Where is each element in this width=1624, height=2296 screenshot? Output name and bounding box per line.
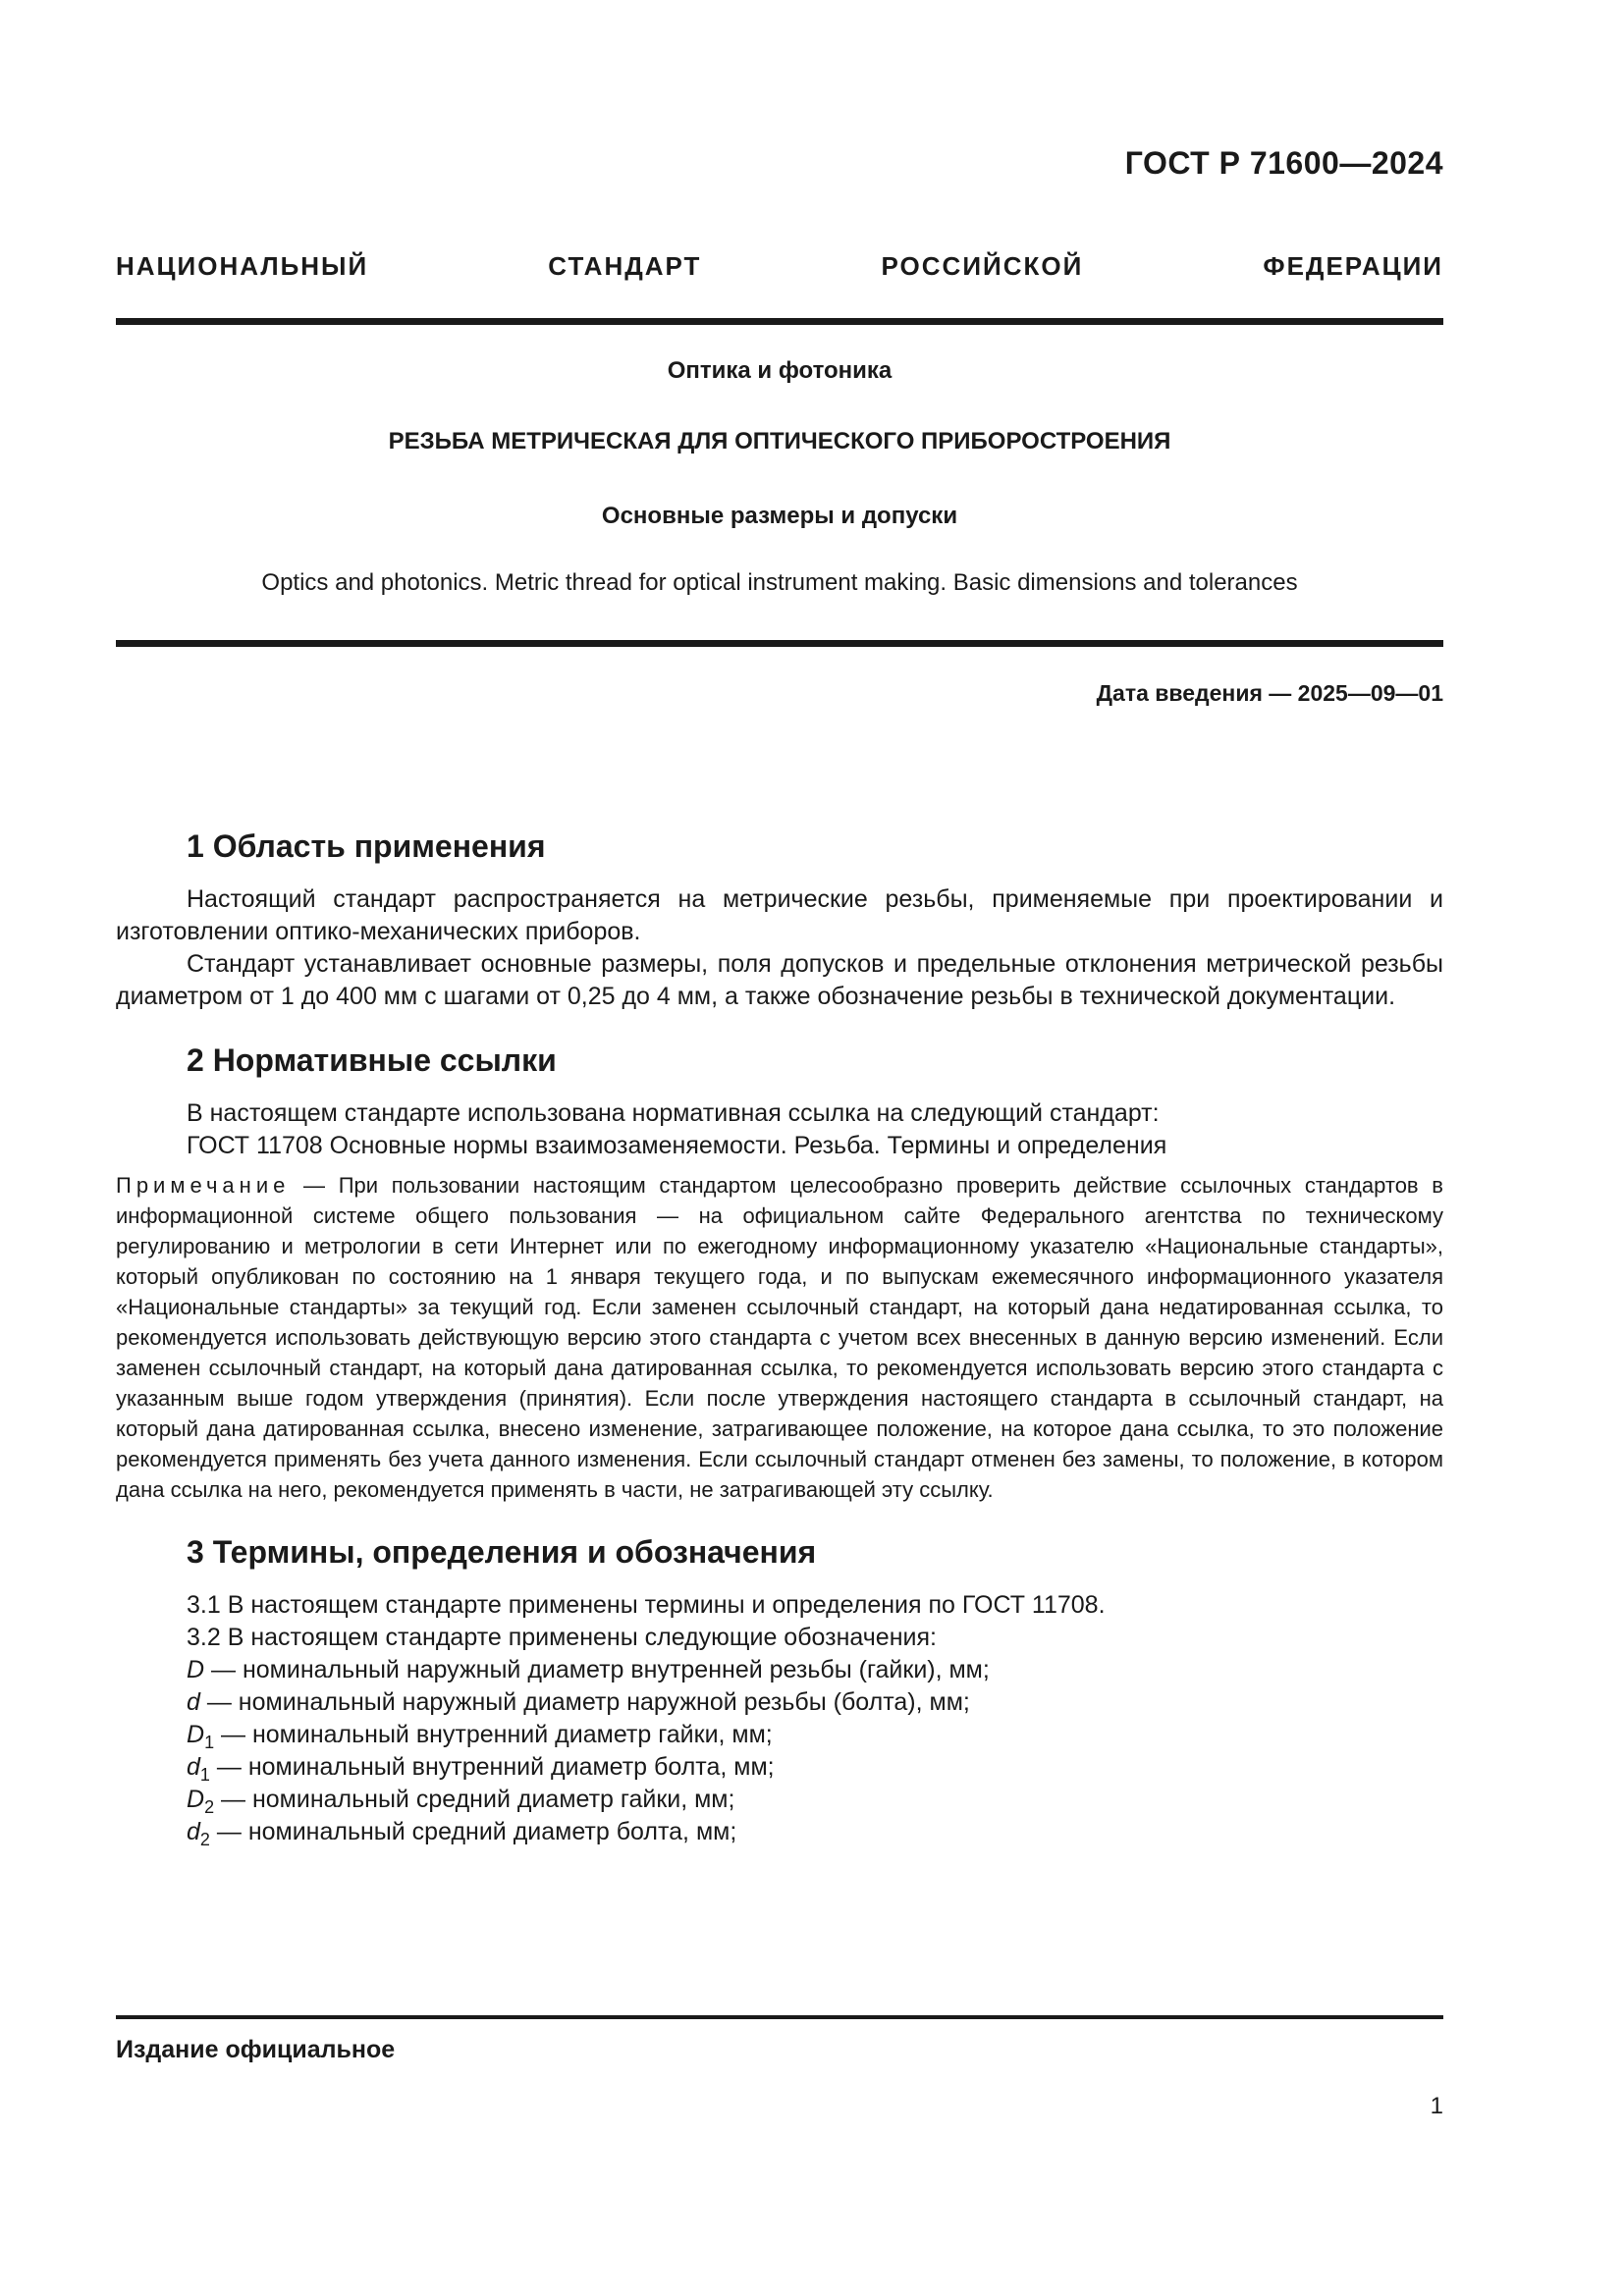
symbol-definition: — номинальный внутренний диаметр гайки, мм; bbox=[214, 1721, 773, 1748]
title-english: Optics and photonics. Metric thread for optical instrument making. Basic dimensions and tolerances bbox=[261, 569, 1298, 596]
page-number: 1 bbox=[1430, 2093, 1443, 2119]
symbol-entry bbox=[116, 1654, 1443, 1686]
title-sub: Основные размеры и допуски bbox=[601, 503, 958, 529]
paragraph: Настоящий стандарт распространяется на метрические резьбы, применяемые при проектировании и изготовлении оптико-механических приборов. bbox=[116, 885, 1443, 945]
top-divider bbox=[116, 318, 1443, 325]
title-divider bbox=[116, 640, 1443, 647]
paragraph: В настоящем стандарте использована нормативная ссылка на следующий стандарт: bbox=[187, 1099, 1160, 1127]
symbol-entry bbox=[116, 1816, 1443, 1848]
section-normative-references bbox=[116, 1041, 1443, 1505]
symbol: D bbox=[187, 1656, 205, 1683]
symbol: d bbox=[187, 1688, 200, 1716]
symbol-subscript: 2 bbox=[199, 1830, 210, 1849]
symbol-definition: — номинальный внутренний диаметр болта, мм; bbox=[209, 1753, 775, 1781]
symbol bbox=[187, 1786, 215, 1817]
section-heading: 3 Термины, определения и обозначения bbox=[187, 1534, 817, 1570]
note-text: — При пользовании настоящим стандартом целесообразно проверить действие ссылочных стандартов в информационной системе общего пользования — на официальном сайте Федерального агентства по техническому регулированию и метрологии в сети Интернет или по ежегодному информационному указателю «Национальные стандарты», который опубликован по состоянию на 1 января текущего года, и по выпускам ежемесячного информационного указателя «Национальные стандарты» за текущий год. Если заменен ссылочный стандарт, на который дана недатированная ссылка, то рекомендуется использовать действующую версию этого стандарта с учетом всех внесенных в данную версию изменений. Если заменен ссылочный стандарт, на который дана датированная ссылка, то рекомендуется использовать версию этого стандарта с указанным выше годом утверждения (принятия). Если после утверждения настоящего стандарта в ссылочный стандарт, на который дана датированная ссылка, внесено изменение, затрагивающее положение, на которое дана ссылка, то это положение рекомендуется применять без учета данного изменения. Если ссылочный стандарт отменен без замены, то положение, в котором дана ссылка на него, рекомендуется применять в части, не затрагивающей эту ссылку. bbox=[116, 1173, 1443, 1502]
symbol-definition: — номинальный средний диаметр гайки, мм; bbox=[214, 1786, 735, 1813]
symbol bbox=[187, 1753, 210, 1785]
symbol bbox=[187, 1721, 215, 1752]
symbol-subscript: 1 bbox=[204, 1733, 215, 1752]
section-heading: 1 Область применения bbox=[187, 828, 546, 864]
paragraph: Стандарт устанавливает основные размеры, поля допусков и предельные отклонения метрической резьбы диаметром от 1 до 400 мм с шагами от 0,25 до 4 мм, а также обозначение резьбы в технической документации. bbox=[116, 950, 1443, 1010]
section-terms bbox=[116, 1532, 1443, 1848]
document-body bbox=[116, 827, 1443, 1876]
symbol-letter: d bbox=[187, 1818, 200, 1845]
symbol-entry bbox=[116, 1719, 1443, 1751]
section-scope bbox=[116, 827, 1443, 1013]
note-label: Примечание bbox=[116, 1173, 291, 1198]
note bbox=[116, 1170, 1443, 1505]
symbol-definition: — номинальный наружный диаметр наружной резьбы (болта), мм; bbox=[199, 1688, 970, 1716]
paragraph: 3.2 В настоящем стандарте применены следующие обозначения: bbox=[187, 1624, 937, 1651]
symbol-entry bbox=[116, 1686, 1443, 1719]
footer-divider bbox=[116, 2015, 1443, 2019]
title-group: Оптика и фотоника bbox=[667, 357, 893, 384]
section-heading: 2 Нормативные ссылки bbox=[187, 1042, 557, 1078]
paragraph: 3.1 В настоящем стандарте применены термины и определения по ГОСТ 11708. bbox=[187, 1591, 1106, 1619]
symbol-definition: — номинальный средний диаметр болта, мм; bbox=[209, 1818, 737, 1845]
symbol-letter: D bbox=[187, 1786, 205, 1813]
symbol-subscript: 1 bbox=[199, 1765, 210, 1785]
official-edition-label: Издание официальное bbox=[116, 2036, 396, 2063]
symbol-entry bbox=[116, 1784, 1443, 1816]
symbol-definition: — номинальный наружный диаметр внутренней резьбы (гайки), мм; bbox=[204, 1656, 990, 1683]
introduction-date: Дата введения — 2025—09—01 bbox=[1096, 680, 1443, 706]
reference-entry: ГОСТ 11708 Основные нормы взаимозаменяемости. Резьба. Термины и определения bbox=[187, 1132, 1167, 1159]
symbol-entry bbox=[116, 1751, 1443, 1784]
symbol-letter: d bbox=[187, 1753, 200, 1781]
national-standard-banner: НАЦИОНАЛЬНЫЙ СТАНДАРТ РОССИЙСКОЙ ФЕДЕРАЦИИ bbox=[116, 251, 1443, 281]
symbol-list bbox=[116, 1654, 1443, 1848]
standard-code: ГОСТ Р 71600—2024 bbox=[1124, 145, 1443, 181]
symbol bbox=[187, 1818, 210, 1849]
symbol-subscript: 2 bbox=[204, 1797, 215, 1817]
symbol-letter: D bbox=[187, 1721, 205, 1748]
title-main: РЕЗЬБА МЕТРИЧЕСКАЯ ДЛЯ ОПТИЧЕСКОГО ПРИБОРОСТРОЕНИЯ bbox=[388, 428, 1171, 454]
